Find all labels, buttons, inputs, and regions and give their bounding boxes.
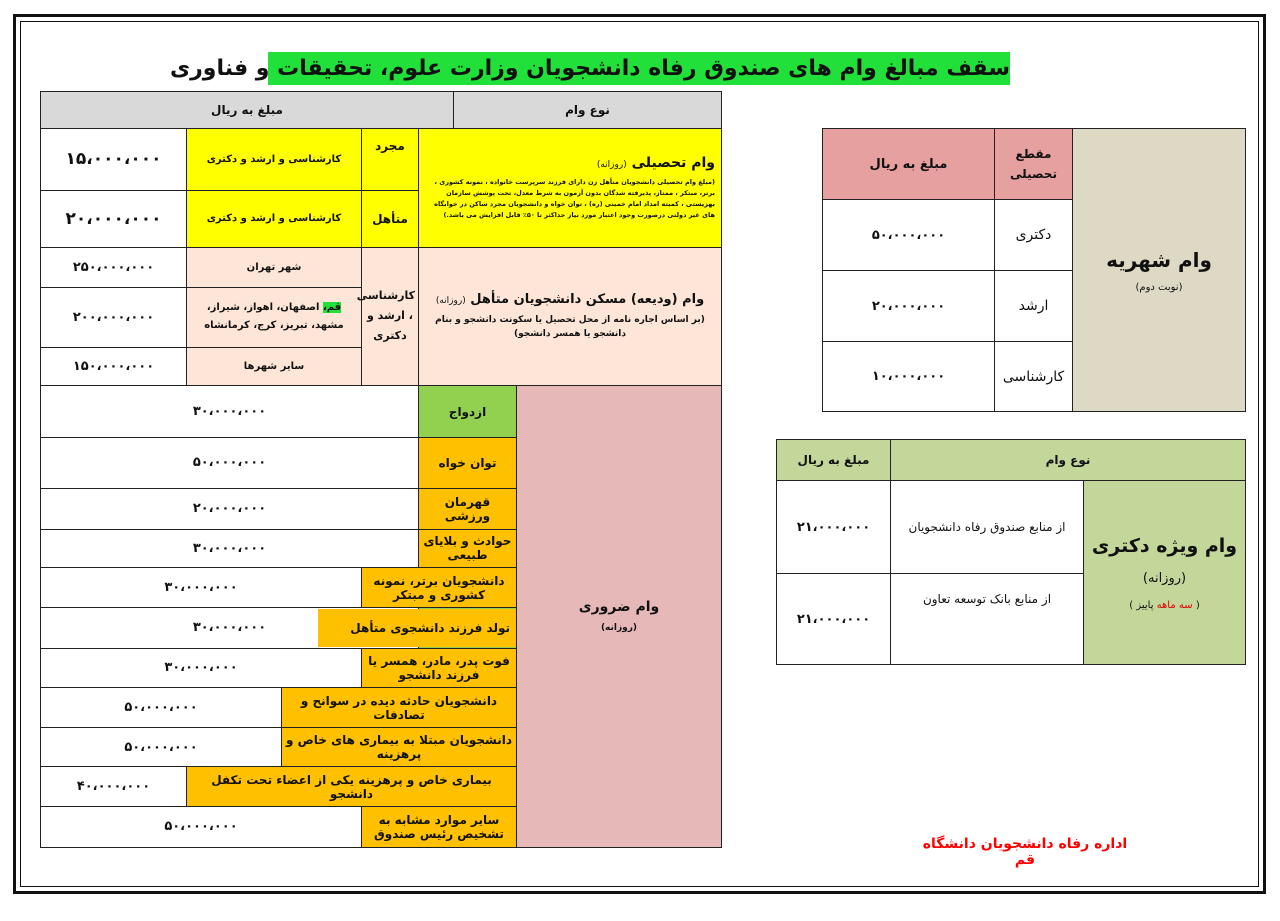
main-loan-table [40,91,722,848]
zaruri-birth-label: تولد فرزند دانشجوی متأهل [318,609,516,647]
zaruri-item-amount: ۵۰،۰۰۰،۰۰۰ [41,438,419,488]
shahriye-header-level: مقطع تحصیلی [995,129,1073,200]
zaruri-loan-cell [517,385,722,847]
tahsili-period: (روزانه) [596,160,627,171]
header-loan-type: نوع وام [454,92,722,129]
zaruri-item-label: دانشجویان مبتلا به بیماری های خاص و پرهزینه [282,728,517,767]
doctori-source: از منابع صندوق رفاه دانشجویان [891,481,1084,574]
header-amount: مبلغ به ریال [41,92,454,129]
zaruri-item-amount: ۳۰،۰۰۰،۰۰۰ [41,648,362,687]
doctori-period: (روزانه) [1142,570,1187,586]
zaruri-item-amount: ۵۰،۰۰۰،۰۰۰ [41,687,282,727]
doctori-source: از منابع بانک توسعه تعاون [891,574,1084,665]
city-major [187,288,362,347]
zaruri-period: (روزانه) [600,623,638,634]
zaruri-item-label: دانشجویان حادثه دیده در سوانح و تصادفات [282,687,517,727]
shahriye-table [822,128,1246,412]
city-tehran: شهر تهران [187,248,362,288]
city-others-amount: ۱۵۰،۰۰۰،۰۰۰ [41,347,187,385]
doctori-header-type: نوع وام [891,440,1246,481]
city-others: سایر شهرها [187,347,362,385]
doctori-amount: ۲۱،۰۰۰،۰۰۰ [777,481,891,574]
zaruri-item-amount: ۵۰،۰۰۰،۰۰۰ [41,806,362,847]
city-major-amount: ۲۰۰،۰۰۰،۰۰۰ [41,288,187,347]
doctori-header-amount: مبلغ به ریال [777,440,891,481]
footer-office: اداره رفاه دانشجویان دانشگاه قم [922,836,1128,868]
city-tehran-amount: ۲۵۰،۰۰۰،۰۰۰ [41,248,187,288]
shahriye-level: دکتری [995,200,1073,271]
shahriye-amount: ۲۰،۰۰۰،۰۰۰ [823,271,995,342]
zaruri-item-label: توان خواه [419,438,517,488]
zaruri-item-label [350,608,517,648]
tahsili-loan-cell [419,129,722,248]
shahriye-level: کارشناسی [995,342,1073,412]
zaruri-item-label: سایر موارد مشابه به تشخیص رئیس صندوق [362,806,517,847]
zaruri-item-label: قهرمان ورزشی [419,488,517,529]
zaruri-item-amount: ۳۰،۰۰۰،۰۰۰ [41,529,419,567]
maskan-loan-name: وام (ودیعه) مسکن دانشجویان متأهل [470,291,705,307]
shahriye-level: ارشد [995,271,1073,342]
zaruri-item-label: بیماری خاص و پرهزینه یکی از اعضاء تحت تکفل دانشجو [187,767,517,806]
zaruri-item-amount: ۳۰،۰۰۰،۰۰۰ [41,568,362,608]
married-level: کارشناسی و ارشد و دکتری [187,190,362,247]
shahriye-loan-cell [1073,129,1246,412]
married-amount: ۲۰،۰۰۰،۰۰۰ [41,190,187,247]
tahsili-loan-name: وام تحصیلی [631,155,715,172]
doctori-amount: ۲۱،۰۰۰،۰۰۰ [777,574,891,665]
shahriye-sub: (نوبت دوم) [1135,281,1183,293]
zaruri-item-label: ازدواج [419,385,517,437]
zaruri-item-amount: ۲۰،۰۰۰،۰۰۰ [41,488,419,529]
shahriye-loan-name: وام شهریه [1106,247,1212,272]
shahriye-amount: ۱۰،۰۰۰،۰۰۰ [823,342,995,412]
zaruri-item-label: فوت پدر، مادر، همسر یا فرزند دانشجو [362,648,517,687]
tahsili-desc: (مبلغ وام تحصیلی دانشجویان متأهل زن دارای فرزند سرپرست خانواده ، نمونه کشوری ، برتر، مبتکر ، ممتاز، پذیرفته شدگان بدون آزمون به شرط معدل، تحت پوشش سازمان بهزیستی ، کمیته امداد امام خمینی (ره) ، توان خواه و دانشجویان مجرد ساکن در خوابگاه های غیر دولتی درصورت وجود اعتبار مورد نیاز حداکثر تا ۵۰٪ قابل افزایش می باشد.) [434,178,715,220]
maskan-period: (روزانه) [435,295,466,306]
page-title: سقف مبالغ وام های صندوق رفاه دانشجویان وزارت علوم، تحقیقات و فناوری [268,52,1010,85]
zaruri-item-amount: ۴۰،۰۰۰،۰۰۰ [41,767,187,806]
city-major-label: اصفهان، اهواز، شیراز، مشهد، تبریز، کرج، کرمانشاه [204,302,344,332]
doctori-note-open: ( [1195,599,1200,611]
maskan-level: کارشناسی ، ارشد و دکتری [362,248,419,386]
doctori-loan-name: وام ویژه دکتری [1091,534,1238,557]
doctori-note [1087,600,1242,611]
doctori-loan-cell [1084,481,1246,665]
doctori-table [776,439,1246,665]
maskan-loan-cell [419,248,722,386]
doctori-note-red: سه ماهه [1156,599,1193,611]
maskan-desc: (بر اساس اجاره نامه از محل تحصیل یا سکونت دانشجو و بنام دانشجو یا همسر دانشجو) [435,314,705,339]
zaruri-loan-name: وام ضروری [578,599,660,616]
doctori-note-rest: پاییز ) [1129,599,1157,611]
zaruri-item-label: حوادث و بلایای طبیعی [419,529,517,567]
single-amount: ۱۵،۰۰۰،۰۰۰ [41,129,187,190]
zaruri-item-label: دانشجویان برتر، نمونه کشوری و مبتکر [362,568,517,608]
single-level: کارشناسی و ارشد و دکتری [187,129,362,190]
shahriye-amount: ۵۰،۰۰۰،۰۰۰ [823,200,995,271]
zaruri-item-amount: ۳۰،۰۰۰،۰۰۰ [41,608,419,648]
married-label: متأهل [362,190,419,247]
single-label: مجرد [362,129,419,190]
shahriye-header-amount: مبلغ به ریال [823,129,995,200]
zaruri-item-amount: ۳۰،۰۰۰،۰۰۰ [41,385,419,437]
city-qom-highlight: قم، [322,302,342,314]
zaruri-item-amount: ۵۰،۰۰۰،۰۰۰ [41,728,282,767]
